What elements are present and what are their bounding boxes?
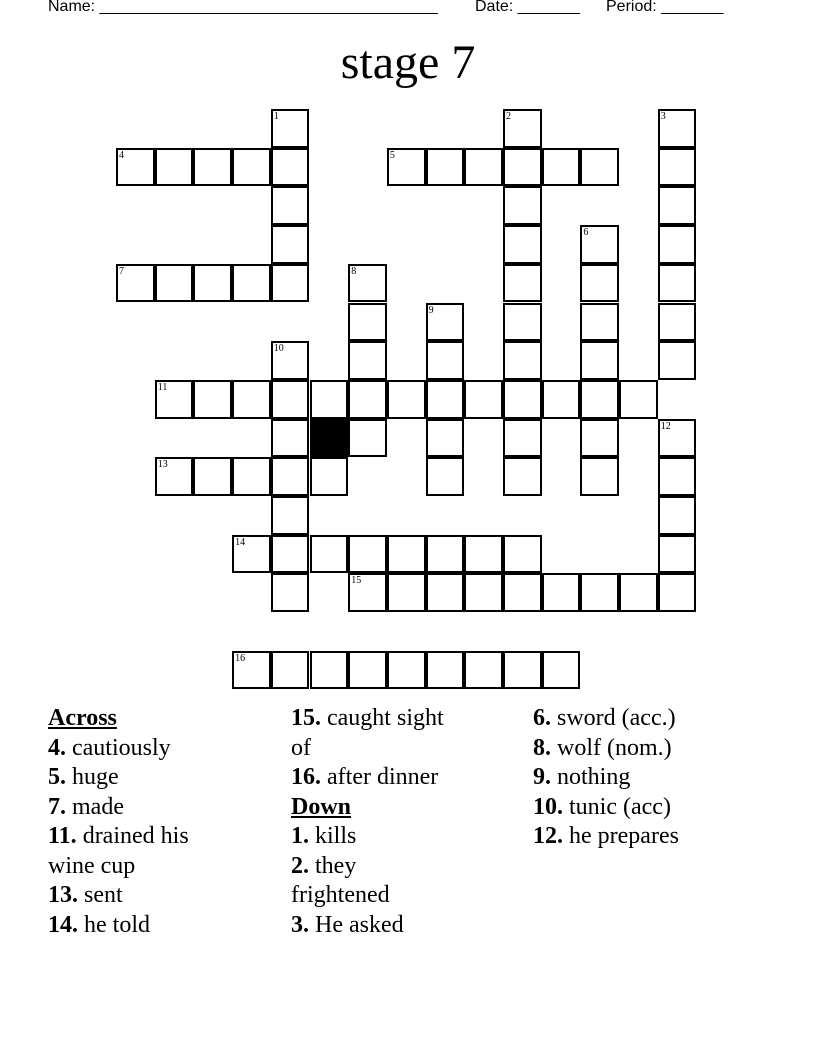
- clue-number: 15: [351, 575, 362, 587]
- clue-number: 14: [235, 536, 246, 548]
- crossword-cell[interactable]: [232, 380, 271, 419]
- crossword-cell[interactable]: [658, 148, 697, 187]
- crossword-cell[interactable]: [348, 573, 387, 612]
- crossword-cell[interactable]: [348, 651, 387, 690]
- crossword-cell[interactable]: [658, 225, 697, 264]
- crossword-cell[interactable]: [580, 419, 619, 458]
- crossword-cell[interactable]: [658, 573, 697, 612]
- crossword-cell[interactable]: [232, 264, 271, 303]
- crossword-cell[interactable]: [271, 341, 310, 380]
- crossword-cell[interactable]: [464, 651, 503, 690]
- crossword-cell[interactable]: [271, 186, 310, 225]
- crossword-cell[interactable]: [271, 225, 310, 264]
- crossword-cell[interactable]: [193, 264, 232, 303]
- crossword-cell[interactable]: [658, 109, 697, 148]
- crossword-cell[interactable]: [271, 419, 310, 458]
- crossword-cell[interactable]: [426, 148, 465, 187]
- crossword-cell[interactable]: [116, 148, 155, 187]
- crossword-cell[interactable]: [542, 573, 581, 612]
- crossword-cell[interactable]: [193, 457, 232, 496]
- crossword-cell[interactable]: [232, 651, 271, 690]
- clue-down-3: 3. He asked: [291, 911, 404, 938]
- crossword-cell[interactable]: [580, 264, 619, 303]
- crossword-cell[interactable]: [503, 457, 542, 496]
- crossword-cell[interactable]: [503, 341, 542, 380]
- crossword-cell[interactable]: [619, 573, 658, 612]
- clue-number: 12: [660, 420, 671, 432]
- crossword-cell[interactable]: [155, 148, 194, 187]
- clues-column-3: [533, 704, 793, 852]
- crossword-cell[interactable]: [658, 496, 697, 535]
- name-field-label: Name: ______________________________________: [48, 0, 438, 15]
- crossword-cell[interactable]: [464, 573, 503, 612]
- crossword-cell[interactable]: [426, 535, 465, 574]
- crossword-cell[interactable]: [503, 148, 542, 187]
- clue-across-14: 14. he told: [48, 911, 150, 938]
- crossword-cell[interactable]: [426, 573, 465, 612]
- crossword-cell[interactable]: [658, 186, 697, 225]
- clue-across-5: 5. huge: [48, 764, 119, 790]
- clue-across-11: 11. drained his wine cup: [48, 823, 189, 879]
- clue-down-8: 8. wolf (nom.): [533, 734, 672, 761]
- crossword-cell[interactable]: [503, 225, 542, 264]
- clue-number: 8: [351, 265, 357, 277]
- clue-across-15: 15. caught sight of: [291, 705, 444, 761]
- crossword-cell[interactable]: [658, 341, 697, 380]
- crossword-cell[interactable]: [426, 380, 465, 419]
- clue-down-10: 10. tunic (acc): [533, 793, 671, 820]
- crossword-cell[interactable]: [580, 341, 619, 380]
- crossword-cell[interactable]: [310, 457, 349, 496]
- crossword-cell[interactable]: [580, 573, 619, 612]
- crossword-cell[interactable]: [580, 148, 619, 187]
- clue-down-9: 9. nothing: [533, 764, 631, 790]
- crossword-cell[interactable]: [426, 303, 465, 342]
- crossword-cell[interactable]: [193, 148, 232, 187]
- crossword-cell[interactable]: [387, 535, 426, 574]
- crossword-cell[interactable]: [658, 535, 697, 574]
- crossword-cell[interactable]: [464, 148, 503, 187]
- crossword-cell[interactable]: [232, 535, 271, 574]
- crossword-cell[interactable]: [271, 148, 310, 187]
- clue-number: 4: [119, 149, 124, 161]
- clue-number: 6: [583, 227, 589, 239]
- crossword-cell[interactable]: [658, 303, 697, 342]
- clue-number: 9: [428, 304, 434, 316]
- crossword-cell[interactable]: [542, 380, 581, 419]
- crossword-cell[interactable]: [503, 651, 542, 690]
- clue-down-6: 6. sword (acc.): [533, 705, 676, 731]
- crossword-cell[interactable]: [271, 264, 310, 303]
- crossword-cell[interactable]: [348, 419, 387, 458]
- crossword-cell[interactable]: [155, 380, 194, 419]
- clue-number: 3: [660, 111, 666, 122]
- clue-across-4: 4. cautiously: [48, 734, 171, 761]
- crossword-cell[interactable]: [310, 380, 349, 419]
- down-heading: Down: [291, 793, 352, 820]
- crossword-cell[interactable]: [348, 303, 387, 342]
- crossword-cell[interactable]: [310, 651, 349, 690]
- crossword-cell[interactable]: [348, 341, 387, 380]
- clue-number: 1: [273, 111, 279, 122]
- clue-across-13: 13. sent: [48, 882, 123, 908]
- clue-down-1: 1. kills: [291, 823, 357, 849]
- crossword-cell[interactable]: [503, 109, 542, 148]
- clues-column-2: [291, 704, 526, 940]
- clue-down-12: 12. he prepares: [533, 823, 679, 849]
- crossword-cell[interactable]: [503, 186, 542, 225]
- crossword-cell[interactable]: [271, 109, 310, 148]
- crossword-cell[interactable]: [658, 264, 697, 303]
- crossword-cell[interactable]: [155, 457, 194, 496]
- crossword-cell[interactable]: [387, 148, 426, 187]
- crossword-cell[interactable]: [116, 264, 155, 303]
- black-cell: [310, 419, 349, 458]
- crossword-cell[interactable]: [619, 380, 658, 419]
- crossword-cell[interactable]: [387, 380, 426, 419]
- clue-number: 16: [235, 652, 246, 664]
- crossword-cell[interactable]: [193, 380, 232, 419]
- crossword-cell[interactable]: [271, 573, 310, 612]
- clue-across-16: 16. after dinner: [291, 764, 439, 790]
- crossword-cell[interactable]: [503, 303, 542, 342]
- page-title: stage 7: [340, 36, 476, 89]
- clues-column-1: [48, 704, 283, 940]
- crossword-cell[interactable]: [503, 380, 542, 419]
- across-heading: Across: [48, 705, 117, 731]
- crossword-cell[interactable]: [426, 419, 465, 458]
- clue-number: 5: [389, 149, 395, 161]
- crossword-cell[interactable]: [580, 380, 619, 419]
- crossword-cell[interactable]: [426, 651, 465, 690]
- crossword-cell[interactable]: [232, 457, 271, 496]
- clue-number: 13: [157, 459, 168, 471]
- clue-number: 11: [157, 381, 168, 393]
- crossword-cell[interactable]: [348, 535, 387, 574]
- crossword-cell[interactable]: [387, 651, 426, 690]
- clue-across-7: 7. made: [48, 793, 124, 820]
- crossword-cell[interactable]: [503, 419, 542, 458]
- crossword-cell[interactable]: [426, 457, 465, 496]
- crossword-cell[interactable]: [271, 380, 310, 419]
- crossword-cell[interactable]: [658, 457, 697, 496]
- crossword-cell[interactable]: [271, 535, 310, 574]
- crossword-cell[interactable]: [348, 380, 387, 419]
- crossword-cell[interactable]: [155, 264, 194, 303]
- crossword-cell[interactable]: [503, 535, 542, 574]
- crossword-cell[interactable]: [658, 419, 697, 458]
- period-field-label: Period: _______: [606, 0, 724, 15]
- crossword-cell[interactable]: [542, 651, 581, 690]
- crossword-cell[interactable]: [580, 303, 619, 342]
- crossword-cell[interactable]: [503, 264, 542, 303]
- crossword-cell[interactable]: [271, 496, 310, 535]
- crossword-cell[interactable]: [542, 148, 581, 187]
- date-field-label: Date: _______: [475, 0, 580, 15]
- crossword-cell[interactable]: [271, 457, 310, 496]
- crossword-cell[interactable]: [348, 264, 387, 303]
- crossword-cell[interactable]: [464, 380, 503, 419]
- crossword-cell[interactable]: [387, 573, 426, 612]
- crossword-cell[interactable]: [426, 341, 465, 380]
- crossword-cell[interactable]: [310, 535, 349, 574]
- crossword-cell[interactable]: [271, 651, 310, 690]
- crossword-cell[interactable]: [503, 573, 542, 612]
- crossword-cell[interactable]: [232, 148, 271, 187]
- crossword-cell[interactable]: [580, 225, 619, 264]
- clue-number: 7: [119, 265, 124, 277]
- crossword-cell[interactable]: [580, 457, 619, 496]
- clue-number: 10: [273, 343, 284, 355]
- clue-number: 2: [506, 111, 511, 122]
- clue-down-2: 2. they frightened: [291, 852, 390, 908]
- crossword-cell[interactable]: [464, 535, 503, 574]
